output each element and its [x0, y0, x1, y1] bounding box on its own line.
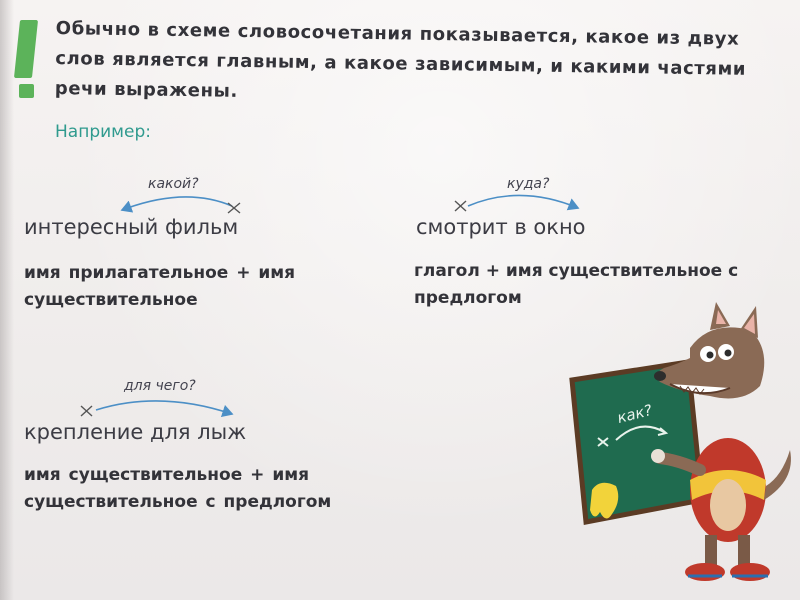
- phrase-3: крепление для лыж: [24, 420, 247, 444]
- phrase-1: интересный фильм: [24, 215, 239, 239]
- phrase-2: смотрит в окно: [416, 215, 586, 239]
- description-2: глагол + имя существительное с предлогом: [414, 261, 739, 308]
- example-label: Например:: [55, 122, 151, 142]
- cross-mark-icon: [81, 406, 92, 416]
- arrow-icon: [96, 401, 232, 414]
- arrow-icon: [468, 195, 578, 208]
- arrow-icon: [122, 197, 232, 210]
- description-1: имя прилагательное + имя существительное: [24, 263, 296, 310]
- question-label-2: куда?: [507, 176, 550, 192]
- rule-text: Обычно в схеме словосочетания показывается, какое из двух слов является главным, а какое зависимым, и какими частями речи выражены.: [54, 17, 747, 102]
- page-edge-shadow: [0, 0, 14, 600]
- exclamation-dot: [19, 84, 34, 98]
- exclamation-bar: [14, 20, 38, 78]
- description-3: имя существительное + имя существительное с предлогом: [24, 465, 332, 512]
- wolf-illustration: [560, 300, 800, 600]
- cross-mark-icon: [455, 201, 466, 211]
- question-label-1: какой?: [148, 176, 199, 192]
- board-question: как?: [615, 400, 654, 428]
- cross-mark-icon: [228, 203, 240, 213]
- exclamation-icon: [14, 20, 40, 102]
- question-label-3: для чего?: [124, 378, 196, 394]
